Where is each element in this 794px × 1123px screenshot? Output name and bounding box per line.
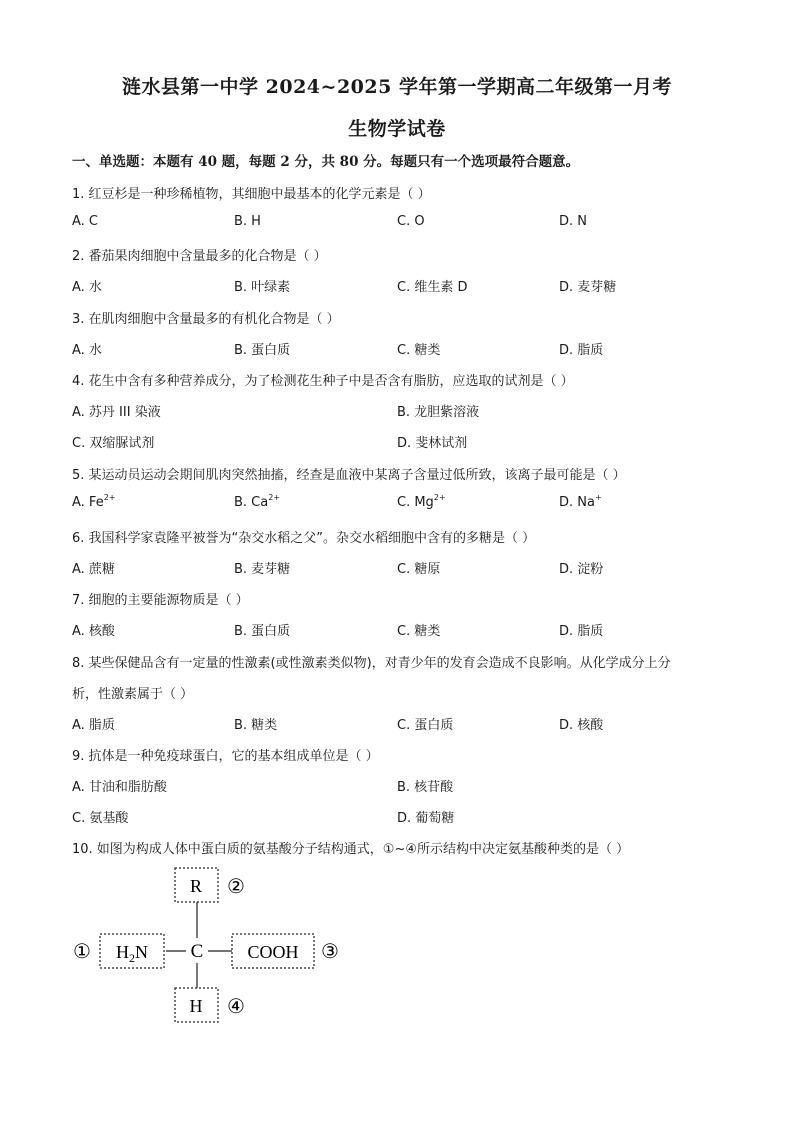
option-c: C. 糖原	[397, 562, 441, 577]
amino-acid-structure-diagram	[60, 862, 360, 1032]
exam-title: 涟水县第一中学 2024~2025 学年第一学期高二年级第一月考	[122, 76, 672, 98]
question-4-options-row2	[72, 432, 732, 452]
question-8-options	[72, 714, 732, 734]
question-2-options	[72, 276, 732, 296]
option-c: C. 双缩脲试剂	[72, 436, 155, 451]
option-b: B. 糖类	[234, 718, 278, 733]
option-d: D. 淀粉	[559, 562, 604, 577]
option-b: B. 叶绿素	[234, 280, 291, 295]
option-c: C. $Mg^{2+}$	[397, 493, 446, 510]
question-9-stem: 9. 抗体是一种免疫球蛋白，它的基本组成单位是（ ）	[72, 749, 379, 764]
question-6-options	[72, 558, 732, 578]
option-a: A. 核酸	[72, 624, 115, 639]
hydrogen-label: H	[189, 996, 203, 1016]
question-3-options	[72, 339, 732, 359]
amino-group-label: $H_2N$	[116, 942, 148, 965]
question-4-options-row1	[72, 401, 732, 421]
section-heading: 一、单选题：本题有 40 题，每题 2 分，共 80 分。每题只有一个选项最符合题意。	[72, 154, 580, 170]
option-a: A. 蔗糖	[72, 562, 115, 577]
marker-4: ④	[227, 996, 245, 1018]
marker-2: ②	[227, 876, 245, 898]
option-c: C. 氨基酸	[72, 811, 129, 826]
question-5-stem: 5. 某运动员运动会期间肌肉突然抽搐，经查是血液中某离子含量过低所致，该离子最可能是（ ）	[72, 468, 626, 483]
question-1-stem: 1. 红豆杉是一种珍稀植物，其细胞中最基本的化学元素是（ ）	[72, 187, 431, 202]
option-d: D. Na+	[559, 493, 602, 510]
option-c: C. 糖类	[397, 624, 441, 639]
option-d: D. 斐林试剂	[397, 436, 468, 451]
option-b: B. 核苷酸	[397, 780, 454, 795]
option-d: D. 脂质	[559, 624, 604, 639]
option-b: B. 龙胆紫溶液	[397, 405, 480, 420]
option-a: A. 水	[72, 343, 102, 358]
option-a: A. $Fe^{2+}$	[72, 493, 116, 510]
option-a: A. 苏丹 III 染液	[72, 405, 161, 420]
question-5-options	[72, 495, 732, 515]
option-c: C. 糖类	[397, 343, 441, 358]
option-b: B. 蛋白质	[234, 624, 291, 639]
option-c: C. 维生素 D	[397, 280, 468, 295]
question-9-options-row1	[72, 776, 732, 796]
option-c: C. O	[397, 214, 425, 229]
r-group-label: R	[189, 876, 203, 896]
central-carbon: C	[190, 941, 204, 962]
question-8-stem-continued: 析，性激素属于（ ）	[72, 687, 194, 702]
question-8-stem: 8. 某些保健品含有一定量的性激素(或性激素类似物)，对青少年的发育会造成不良影响。从化学成分上分	[72, 656, 671, 671]
carboxyl-group-label: COOH	[247, 942, 299, 962]
question-3-stem: 3. 在肌肉细胞中含量最多的有机化合物是（ ）	[72, 312, 340, 327]
option-c: C. 蛋白质	[397, 718, 454, 733]
option-b: B. $Ca^{2+}$	[234, 493, 281, 510]
option-d: D. 脂质	[559, 343, 604, 358]
question-1-options	[72, 214, 732, 234]
option-a: A. 甘油和脂肪酸	[72, 780, 167, 795]
question-4-stem: 4. 花生中含有多种营养成分，为了检测花生种子中是否含有脂肪，应选取的试剂是（ ）	[72, 374, 574, 389]
option-b: B. 蛋白质	[234, 343, 291, 358]
question-7-options	[72, 620, 732, 640]
option-a: A. 脂质	[72, 718, 115, 733]
question-6-stem: 6. 我国科学家袁隆平被誉为“杂交水稻之父”。杂交水稻细胞中含有的多糖是（ ）	[72, 531, 536, 546]
option-d: D. N	[559, 214, 587, 229]
question-10-stem: 10. 如图为构成人体中蛋白质的氨基酸分子结构通式，①~④所示结构中决定氨基酸种类的是（ ）	[72, 842, 630, 857]
question-2-stem: 2. 番茄果肉细胞中含量最多的化合物是（ ）	[72, 249, 327, 264]
option-d: D. 麦芽糖	[559, 280, 617, 295]
marker-3: ③	[321, 941, 339, 963]
question-9-options-row2	[72, 807, 732, 827]
option-b: B. H	[234, 214, 261, 229]
option-a: A. C	[72, 214, 99, 229]
option-d: D. 葡萄糖	[397, 811, 455, 826]
question-7-stem: 7. 细胞的主要能源物质是（ ）	[72, 593, 249, 608]
option-d: D. 核酸	[559, 718, 604, 733]
option-a: A. 水	[72, 280, 102, 295]
option-b: B. 麦芽糖	[234, 562, 291, 577]
marker-1: ①	[73, 941, 91, 963]
exam-subtitle: 生物学试卷	[348, 118, 446, 140]
